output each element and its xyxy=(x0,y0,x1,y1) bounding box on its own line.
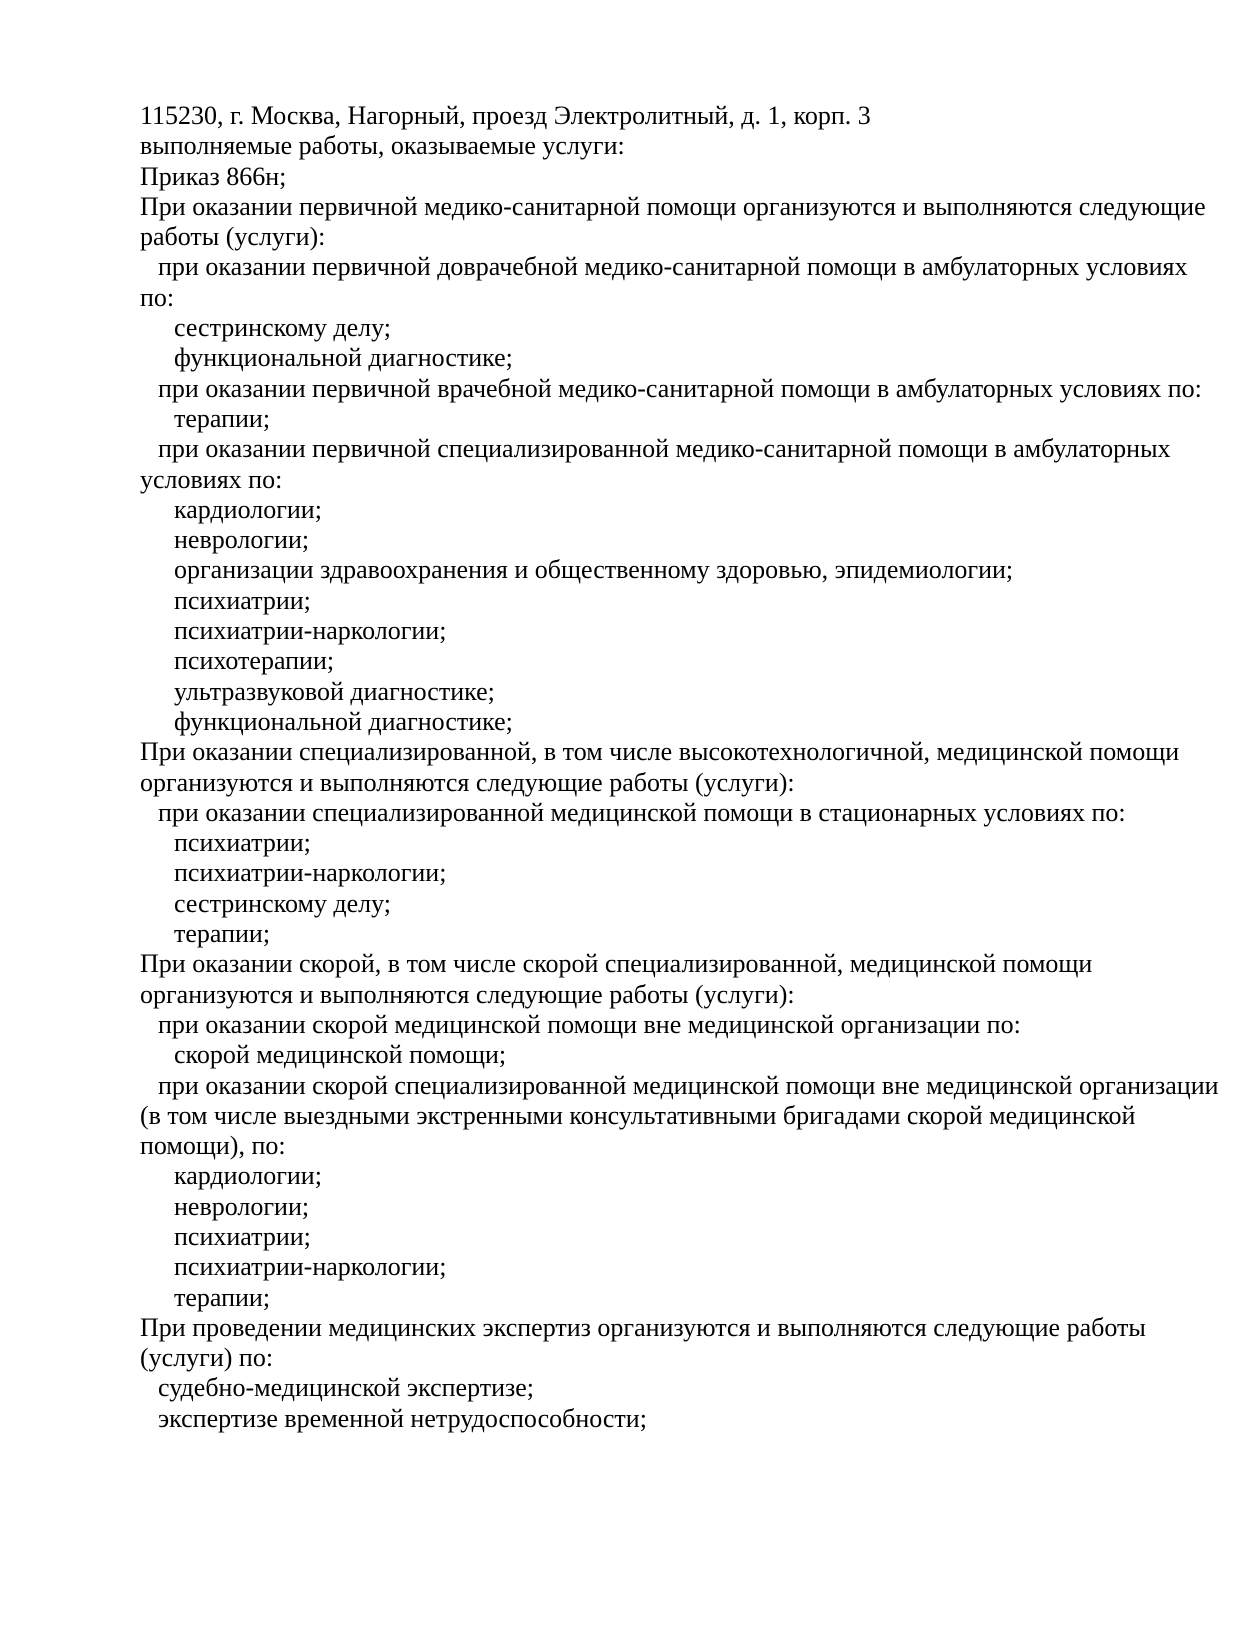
text-line: при оказании первичной врачебной медико-санитарной помощи в амбулаторных условиях по: xyxy=(158,373,1202,403)
text-line: при оказании первичной доврачебной медико-санитарной помощи в амбулаторных условиях xyxy=(158,252,1188,282)
text-line: судебно-медицинской экспертизе; xyxy=(158,1373,535,1403)
text-line: условиях по: xyxy=(140,464,283,494)
text-line: функциональной диагностике; xyxy=(174,706,513,736)
text-line: кардиологии; xyxy=(174,494,322,524)
text-line: психотерапии; xyxy=(174,646,335,676)
text-line: терапии; xyxy=(174,919,271,949)
text-line: помощи), по: xyxy=(140,1131,286,1161)
text-line: неврологии; xyxy=(174,525,310,555)
text-line: 115230, г. Москва, Нагорный, проезд Электролитный, д. 1, корп. 3 xyxy=(140,101,871,130)
text-line: по: xyxy=(140,282,175,312)
text-line: организуются и выполняются следующие работы (услуги): xyxy=(140,767,795,797)
text-line: Приказ 866н; xyxy=(140,161,287,191)
text-line: При оказании первичной медико-санитарной помощи организуются и выполняются следующие xyxy=(140,191,1206,221)
text-line: скорой медицинской помощи; xyxy=(174,1040,507,1070)
text-line: психиатрии-наркологии; xyxy=(174,616,447,646)
text-line: экспертизе временной нетрудоспособности; xyxy=(158,1403,647,1433)
text-line: организации здравоохранения и общественному здоровью, эпидемиологии; xyxy=(174,555,1014,585)
text-line: при оказании первичной специализированной медико-санитарной помощи в амбулаторных xyxy=(158,434,1171,464)
text-line: терапии; xyxy=(174,1282,271,1312)
text-line: психиатрии-наркологии; xyxy=(174,1252,447,1282)
text-line: неврологии; xyxy=(174,1191,310,1221)
text-line: работы (услуги): xyxy=(140,222,326,252)
text-line: при оказании скорой медицинской помощи вне медицинской организации по: xyxy=(158,1009,1021,1039)
text-line: кардиологии; xyxy=(174,1161,322,1191)
text-line: психиатрии-наркологии; xyxy=(174,858,447,888)
text-line: организуются и выполняются следующие работы (услуги): xyxy=(140,979,795,1009)
text-line: (в том числе выездными экстренными консультативными бригадами скорой медицинской xyxy=(140,1100,1136,1130)
text-line: ультразвуковой диагностике; xyxy=(174,676,495,706)
text-line: сестринскому делу; xyxy=(174,888,392,918)
text-line: При проведении медицинских экспертиз организуются и выполняются следующие работы xyxy=(140,1312,1146,1342)
text-line: При оказании специализированной, в том числе высокотехнологичной, медицинской помощи xyxy=(140,737,1180,767)
text-line: сестринскому делу; xyxy=(174,313,392,343)
text-line: терапии; xyxy=(174,403,271,433)
text-line: психиатрии; xyxy=(174,1221,311,1251)
text-line: психиатрии; xyxy=(174,828,311,858)
text-line: функциональной диагностике; xyxy=(174,343,513,373)
text-line: при оказании скорой специализированной медицинской помощи вне медицинской организации xyxy=(158,1070,1219,1100)
text-line: при оказании специализированной медицинской помощи в стационарных условиях по: xyxy=(158,797,1126,827)
license-works-services-text xyxy=(140,101,1219,1434)
text-line: При оказании скорой, в том числе скорой специализированной, медицинской помощи xyxy=(140,949,1093,979)
text-line: психиатрии; xyxy=(174,585,311,615)
text-line: (услуги) по: xyxy=(140,1343,274,1373)
text-line: выполняемые работы, оказываемые услуги: xyxy=(140,131,625,161)
